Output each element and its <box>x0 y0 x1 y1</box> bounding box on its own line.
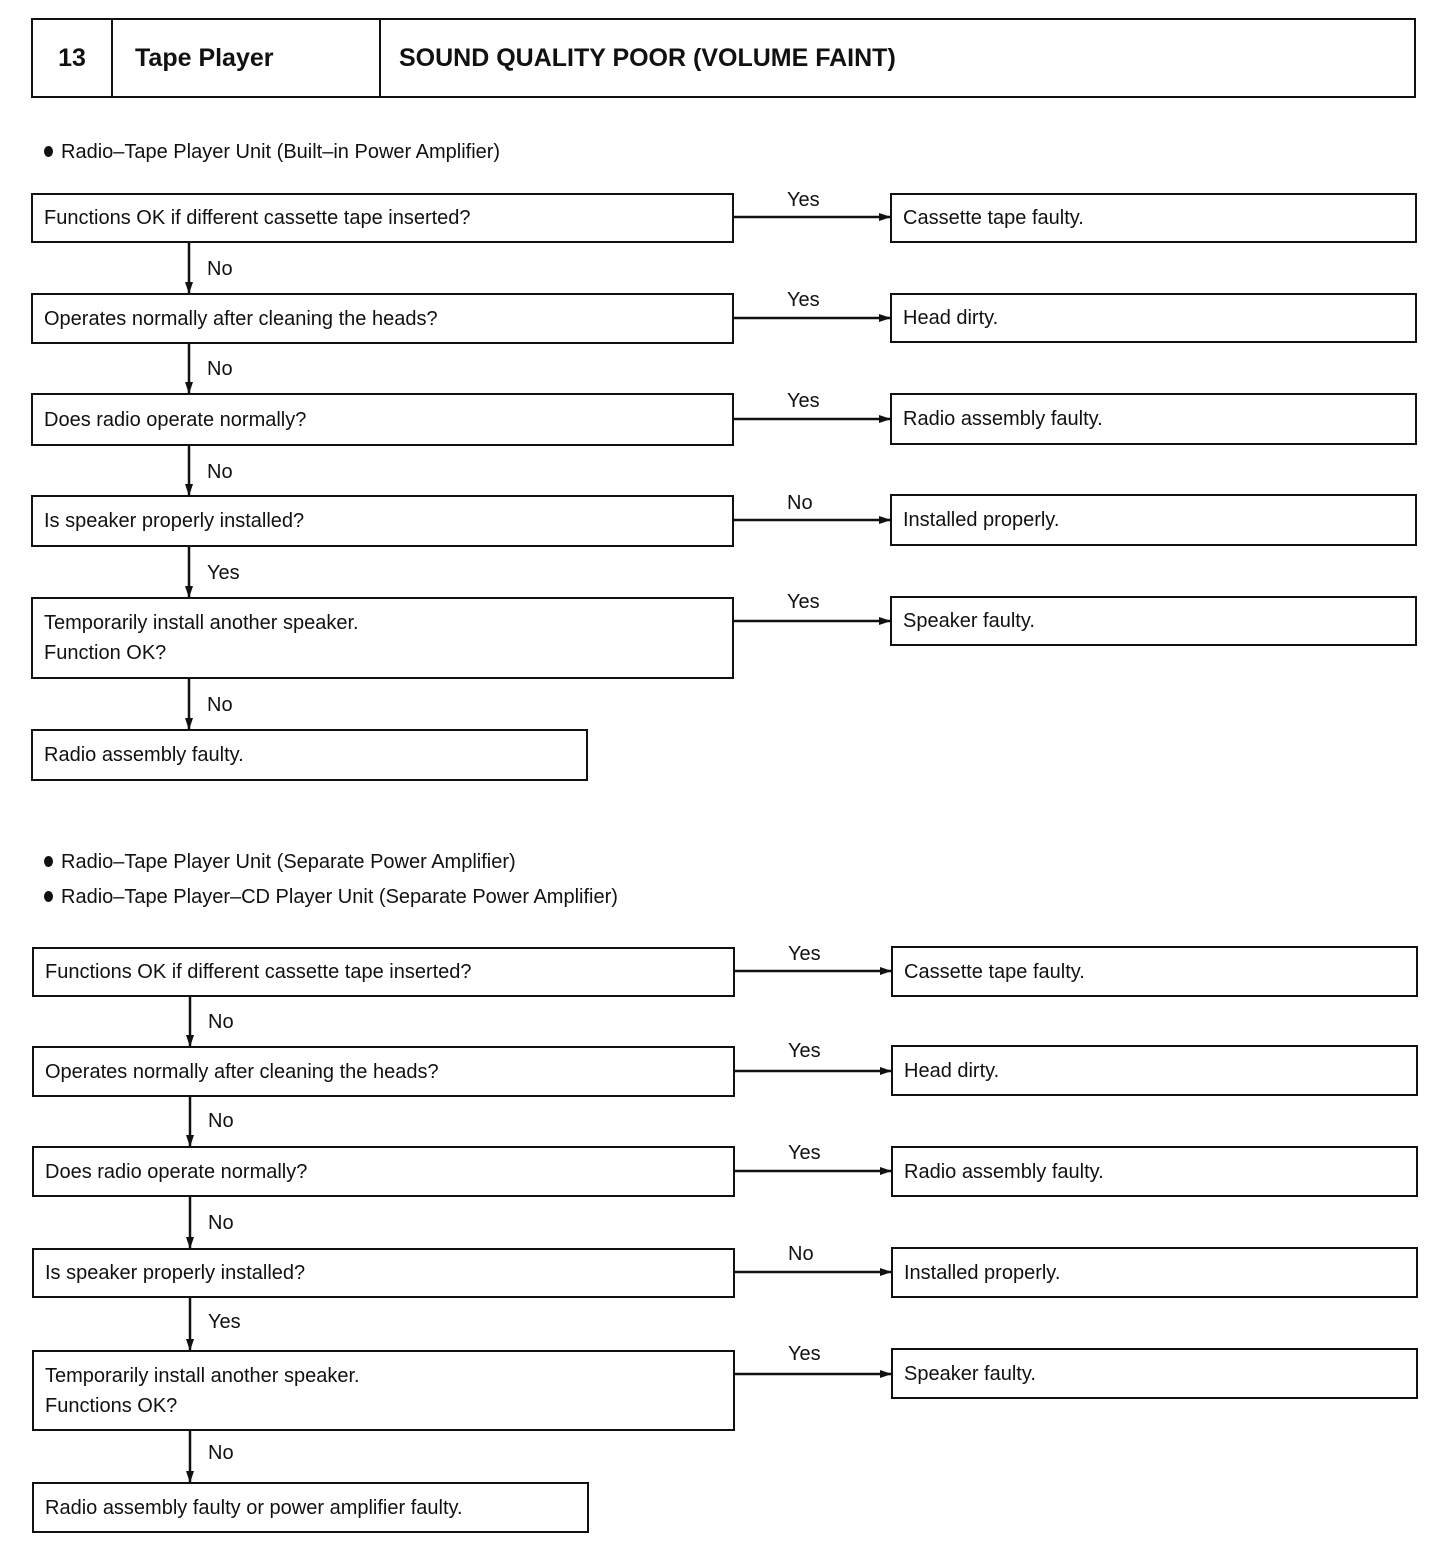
question-text: Operates normally after cleaning the heads? <box>45 1060 439 1083</box>
final-result-text: Radio assembly faulty. <box>44 744 244 766</box>
result-text: Installed properly. <box>903 509 1060 531</box>
branch-label: Yes <box>788 1040 821 1062</box>
bullet-icon <box>44 856 53 867</box>
next-label: No <box>207 461 233 483</box>
next-label: No <box>208 1442 234 1464</box>
unit-label: Radio–Tape Player Unit (Separate Power Amplifier) <box>61 851 516 873</box>
question-box <box>31 597 734 679</box>
question-box <box>32 1350 735 1431</box>
next-label: No <box>207 258 233 280</box>
question-box <box>31 393 734 446</box>
question-text: Functions OK if different cassette tape inserted? <box>44 207 471 229</box>
bullet-icon <box>44 891 53 902</box>
bullet-icon <box>44 146 53 157</box>
unit-bullet <box>44 886 618 909</box>
branch-label: Yes <box>787 189 820 211</box>
result-box <box>891 1146 1418 1197</box>
question-box <box>31 495 734 547</box>
result-box <box>890 393 1417 445</box>
next-label: Yes <box>208 1311 241 1333</box>
question-box <box>31 193 734 243</box>
branch-label: Yes <box>787 591 820 613</box>
result-box <box>891 1247 1418 1298</box>
question-box <box>32 1046 735 1097</box>
question-text: Does radio operate normally? <box>45 1160 308 1183</box>
question-text-line: Function OK? <box>44 642 167 664</box>
question-text: Functions OK if different cassette tape inserted? <box>45 961 472 983</box>
result-box <box>891 1045 1418 1096</box>
branch-label: No <box>787 492 813 514</box>
procedure-title: SOUND QUALITY POOR (VOLUME FAINT) <box>399 43 896 72</box>
result-box <box>890 596 1417 646</box>
procedure-category: Tape Player <box>113 20 381 96</box>
next-label: No <box>208 1011 234 1033</box>
result-box <box>890 193 1417 243</box>
branch-label: Yes <box>788 1343 821 1365</box>
final-result-text: Radio assembly faulty or power amplifier faulty. <box>45 1496 463 1519</box>
next-label: No <box>207 694 233 716</box>
question-text: Is speaker properly installed? <box>45 1262 306 1284</box>
next-label: No <box>207 358 233 380</box>
question-text: Is speaker properly installed? <box>44 510 305 532</box>
next-label: No <box>208 1110 234 1132</box>
question-text: Operates normally after cleaning the heads? <box>44 307 438 330</box>
question-box <box>32 1146 735 1197</box>
unit-bullet <box>44 141 500 164</box>
branch-label: Yes <box>788 943 821 965</box>
question-text-line: Temporarily install another speaker. <box>44 612 359 634</box>
result-text: Radio assembly faulty. <box>904 1160 1104 1183</box>
branch-label: Yes <box>788 1142 821 1164</box>
final-result-box <box>31 729 588 781</box>
procedure-number: 13 <box>33 20 113 96</box>
unit-label: Radio–Tape Player Unit (Built–in Power Amplifier) <box>61 141 501 163</box>
unit-label: Radio–Tape Player–CD Player Unit (Separate Power Amplifier) <box>61 886 618 908</box>
result-text: Speaker faulty. <box>904 1362 1036 1385</box>
final-result-box <box>32 1482 589 1533</box>
question-box <box>32 1248 735 1298</box>
branch-label: Yes <box>787 390 820 412</box>
result-text: Cassette tape faulty. <box>904 960 1085 983</box>
result-box <box>891 1348 1418 1399</box>
result-text: Head dirty. <box>903 307 999 329</box>
result-box <box>890 494 1417 546</box>
result-text: Installed properly. <box>904 1261 1061 1284</box>
result-box <box>890 293 1417 343</box>
next-label: Yes <box>207 562 240 584</box>
next-label: No <box>208 1212 234 1234</box>
result-text: Radio assembly faulty. <box>903 408 1103 430</box>
result-text: Head dirty. <box>904 1059 1000 1082</box>
result-text: Speaker faulty. <box>903 610 1035 632</box>
question-text-line: Temporarily install another speaker. <box>45 1364 360 1387</box>
result-box <box>891 946 1418 997</box>
question-box <box>32 947 735 997</box>
branch-label: No <box>788 1243 814 1265</box>
question-text-line: Functions OK? <box>45 1394 178 1417</box>
result-text: Cassette tape faulty. <box>903 207 1084 229</box>
question-box <box>31 293 734 344</box>
unit-bullet <box>44 851 516 874</box>
branch-label: Yes <box>787 289 820 311</box>
question-text: Does radio operate normally? <box>44 408 307 431</box>
